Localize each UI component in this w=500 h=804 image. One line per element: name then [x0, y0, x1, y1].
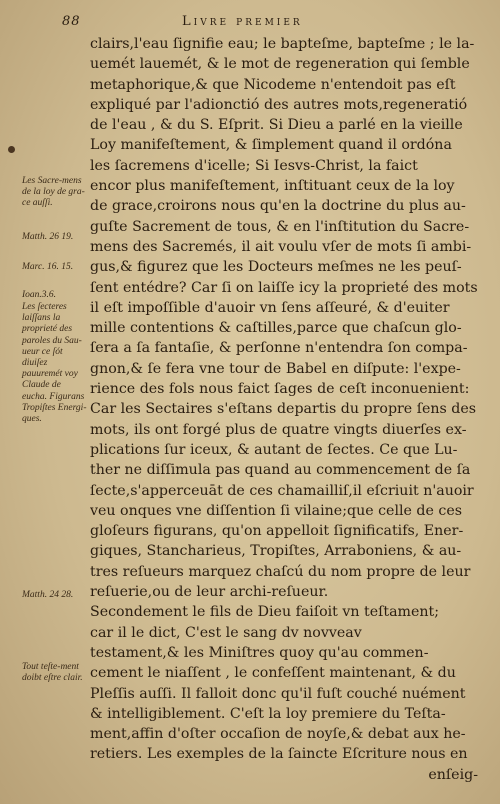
text-line: & intelligiblement. C'eſt la loy premiere du Teſta-: [90, 705, 446, 722]
running-title: Livre premier: [182, 14, 303, 29]
text-line: Loy manifeſtement, & ſimplement quand il ordóna: [90, 137, 452, 154]
page-number: 88: [62, 14, 81, 29]
main-text: [90, 34, 478, 785]
text-line: guſte Sacrement de tous, & en l'inſtitution du Sacre-: [90, 218, 470, 235]
text-line: ſent entédre? Car ſi on laiſſe icy la proprieté des mots: [90, 279, 478, 296]
text-line: gus,& figurez que les Docteurs meſmes ne les peuſ-: [90, 259, 462, 276]
text-line: mots, ils ont forgé plus de quatre vingts diuerſes ex-: [90, 421, 467, 438]
text-line: tres reſueurs marquez chaſcú du nom propre de leur: [90, 563, 471, 580]
text-line: reſuerie,ou de leur archi-reſueur.: [90, 584, 329, 601]
text-line: rience des fols nous faict ſages de ceſt inconuenient:: [90, 381, 470, 398]
margin-note: Marc. 16. 15.: [22, 262, 74, 272]
text-line: expliqué par l'adionctió des autres mots,regeneratió: [90, 96, 468, 113]
text-line: car il le dict, C'est le sang dv novveav: [90, 624, 362, 641]
text-line: veu onques vne diſſention ſi vilaine;que celle de ces: [90, 502, 463, 519]
text-line: testament,& les Miniſtres quoy qu'au commen-: [90, 644, 429, 661]
text-line: ſecte,s'apperceuāt de ces chamailliſ,il eſcriuit n'auoir: [90, 482, 474, 499]
text-line: mille contentions & caſtilles,parce que chaſcun glo-: [90, 320, 462, 337]
text-line: clairs,l'eau ſignifie eau; le bapteſme, bapteſme ; le la-: [90, 36, 475, 52]
text-line: Car les Sectaires s'eſtans departis du propre ſens des: [90, 401, 477, 418]
running-header: [62, 14, 472, 34]
text-line: retiers. Les exemples de la ſaincte Eſcriture nous en: [90, 746, 468, 763]
margin-note: Matth. 26 19.: [22, 232, 74, 242]
text-line: ſera a ſa fantaſie, & perſonne n'entendra ſon compa-: [90, 340, 468, 357]
text-line: metaphorique,& que Nicodeme n'entendoit pas eſt: [90, 76, 456, 93]
text-line: mens des Sacremés, il ait voulu vſer de mots ſi ambi-: [90, 238, 472, 255]
text-line: Secondement le fils de Dieu faiſoit vn teſtament;: [90, 604, 440, 621]
ink-blot-mark: [8, 146, 15, 153]
text-line: les ſacremens d'icelle; Si Iesvs-Christ, la faict: [90, 157, 418, 174]
text-line: gloſeurs figurans, qu'on appelloit ſignificatifs, Ener-: [90, 523, 464, 540]
text-line: uemét lauemét, & le mot de regeneration qui ſemble: [90, 56, 470, 73]
text-line: giques, Stancharieus, Tropiſtes, Arraboniens, & au-: [90, 543, 462, 560]
text-line: plications ſur iceux, & autant de ſectes. Ce que Lu-: [90, 441, 458, 458]
text-line: encor plus manifeſtement, inſtituant ceux de la loy: [90, 178, 455, 195]
text-line: cement le niaſſent , le confeſſent maintenant, & du: [90, 665, 456, 682]
margin-note: Les ſecteres laiſſans la proprieté des paroles du Sau-ueur ce ſót diuiſez pauuremét voy Claude de eucha. Figurans Tropiſtes Energi-ques.: [22, 302, 87, 425]
text-line: gnon,& ſe fera vne tour de Babel en diſpute: l'expe-: [90, 360, 461, 377]
margin-note: Ioan.3.6.: [22, 290, 57, 300]
margin-note: Les Sacre-mens de la loy de gra-ce auſſi.: [22, 176, 85, 209]
text-line: Pleſſis auſſi. Il falloit donc qu'il fuſt couché nuément: [90, 685, 466, 702]
text-line: ment,affin d'oſter occaſion de noyſe,& debat aux he-: [90, 726, 466, 743]
text-line: ther ne diſſimula pas quand au commencement de ſa: [90, 462, 471, 479]
text-line: de grace,croirons nous qu'en la doctrine du plus au-: [90, 198, 466, 215]
margin-note: Tout teſte-ment doibt eſtre clair.: [22, 662, 83, 684]
catchword: enſeig-: [428, 766, 478, 783]
margin-note: Matth. 24 28.: [22, 590, 74, 600]
text-line: il eſt impoſſible d'auoir vn ſens aſſeuré, & d'euiter: [90, 299, 450, 316]
text-line: de l'eau , & du S. Eſprit. Si Dieu a parlé en la vieille: [90, 117, 463, 134]
